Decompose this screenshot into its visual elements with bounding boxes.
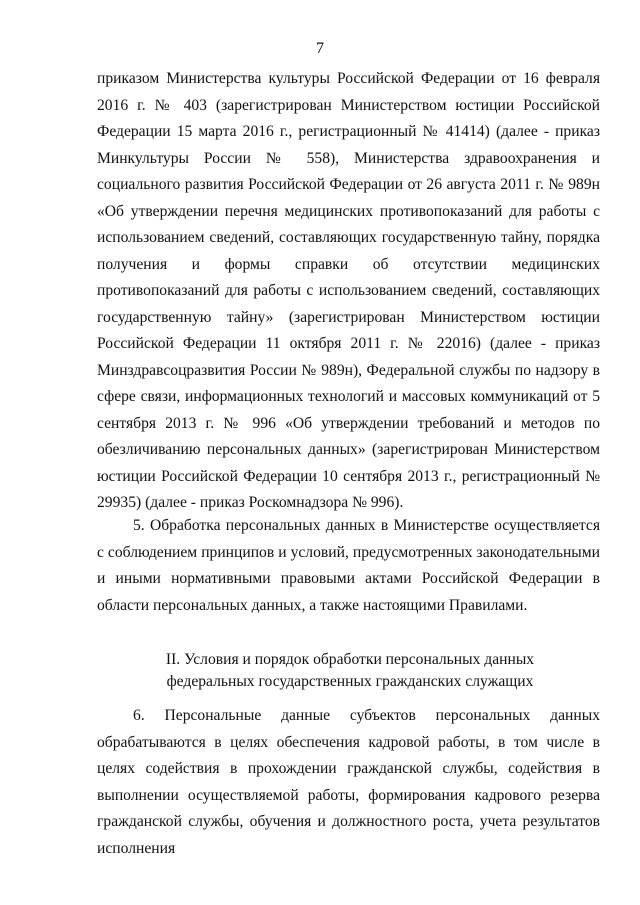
- section-heading-line-2: федеральных государственных гражданских служащих: [166, 673, 534, 690]
- paragraph-item-5: 5. Обработка персональных данных в Министерстве осуществляется с соблюдением принципов и условий, предусмотренных законодательными и иными нормативными правовыми актами Российской Федерации в области персональных данных, а также настоящими Правилами.: [97, 517, 600, 614]
- page-number: 7: [316, 40, 324, 57]
- paragraph-continuation: приказом Министерства культуры Российской Федерации от 16 февраля 2016 г. № 403 (зарегистрирован Министерством юстиции Российской Федерации 15 марта 2016 г., регистрационный № 41414) (далее - приказ Минкультуры России № 558), Министерства здравоохранения и социального развития Российской Федерации от 26 августа 2011 г. № 989н «Об утверждении перечня медицинских противопоказаний для работы с использованием сведений, составляющих государственную тайну, порядка получения и формы справки об отсутствии медицинских противопоказаний для работы с использованием сведений, составляющих государственную тайну» (зарегистрирован Министерством юстиции Российской Федерации 11 октября 2011 г. № 22016) (далее - приказ Минздравсоцразвития России № 989н), Федеральной службы по надзору в сфере связи, информационных технологий и массовых коммуникаций от 5 сентября 2013 г. № 996 «Об утверждении требований и методов по обезличиванию персональных данных» (зарегистрирован Министерством юстиции Российской Федерации 10 сентября 2013 г., регистрационный № 29935) (далее - приказ Роскомнадзора № 996).: [97, 70, 600, 511]
- paragraph-item-6: 6. Персональные данные субъектов персональных данных обрабатываются в целях обеспечения кадровой работы, в том числе в целях содействия в прохождении гражданской службы, содействия в выполнении осуществляемой работы, формирования кадрового резерва гражданской службы, обучения и должностного роста, учета результатов исполнения: [97, 707, 600, 857]
- section-heading: [120, 649, 580, 693]
- section-heading-line-1: II. Условия и порядок обработки персональных данных: [165, 651, 535, 668]
